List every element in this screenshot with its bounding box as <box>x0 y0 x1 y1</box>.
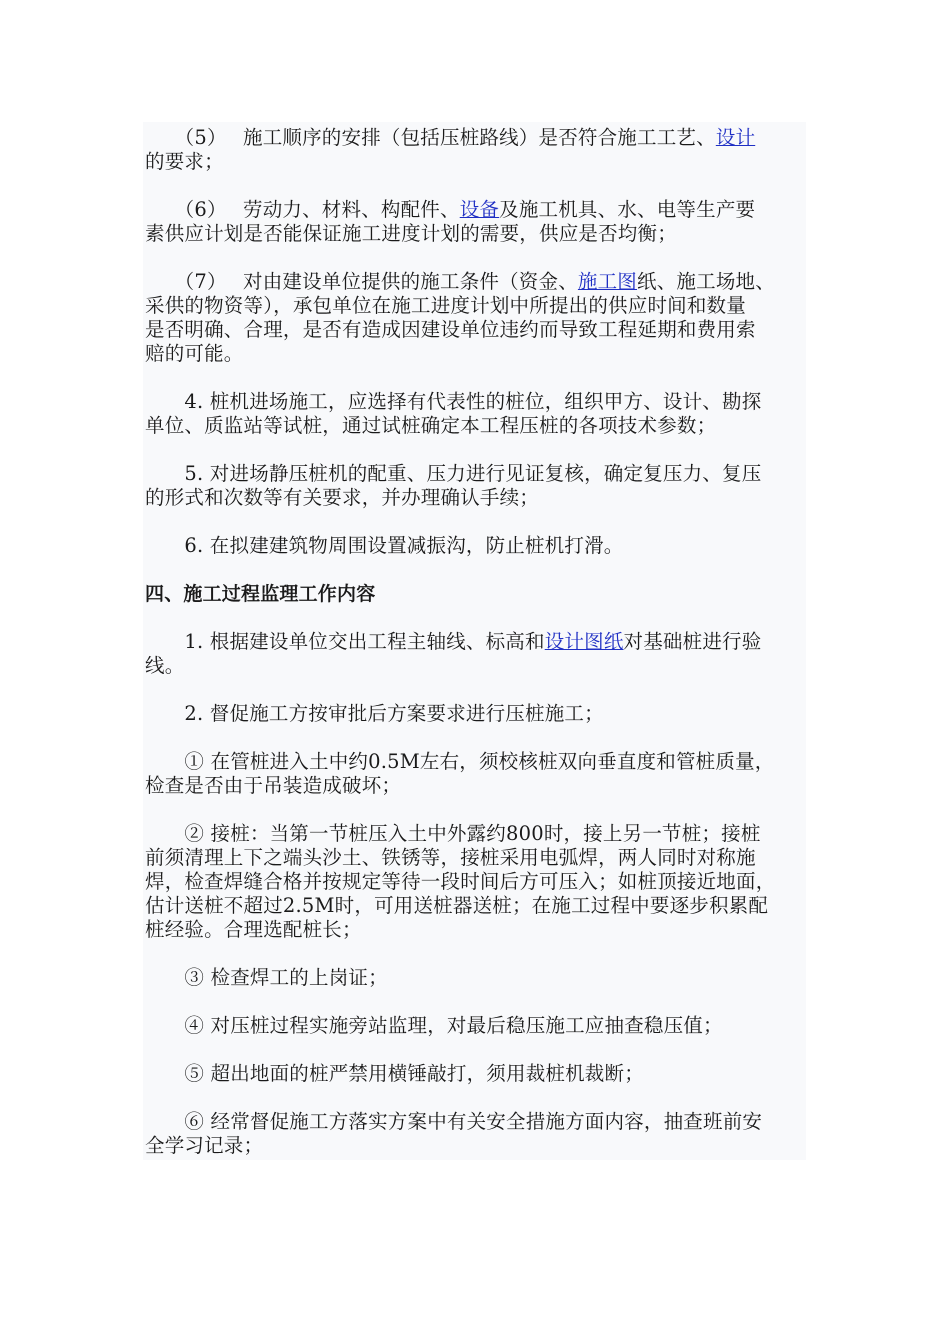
paragraph <box>145 462 805 510</box>
inline-link[interactable]: 设计 <box>715 126 756 149</box>
text-line <box>145 414 805 438</box>
text-segment: 5. 对进场静压桩机的配重、压力进行见证复核，确定复压力、复压 <box>145 462 762 485</box>
text-segment: 2. 督促施工方按审批后方案要求进行压桩施工； <box>145 702 604 725</box>
text-line <box>145 894 805 918</box>
text-segment: 采供的物资等），承包单位在施工进度计划中所提出的供应时间和数量 <box>145 294 746 317</box>
text-segment: 纸、施工场地、 <box>637 270 775 293</box>
text-segment: ① 在管桩进入土中约0.5M左右，须校核桩双向垂直度和管桩质量， <box>145 750 775 773</box>
paragraph <box>145 126 805 174</box>
text-segment: 四、施工过程监理工作内容 <box>145 583 376 605</box>
text-segment: 的形式和次数等有关要求，并办理确认手续； <box>145 486 540 509</box>
paragraph <box>145 1014 805 1038</box>
text-line <box>145 150 805 174</box>
text-line <box>145 654 805 678</box>
paragraph <box>145 702 805 726</box>
text-segment: 1. 根据建设单位交出工程主轴线、标高和 <box>145 630 545 653</box>
text-line <box>145 846 805 870</box>
text-line <box>145 342 805 366</box>
text-line <box>145 582 805 606</box>
text-segment: 赔的可能。 <box>145 342 244 365</box>
text-line <box>145 390 805 414</box>
paragraph <box>145 390 805 438</box>
text-line <box>145 486 805 510</box>
document-body <box>143 122 806 1160</box>
section-heading <box>145 582 805 606</box>
text-segment: ⑥ 经常督促施工方落实方案中有关安全措施方面内容，抽查班前安 <box>145 1110 763 1133</box>
text-line <box>145 870 805 894</box>
text-segment: 4. 桩机进场施工，应选择有代表性的桩位，组织甲方、设计、勘探 <box>145 390 762 413</box>
text-segment: 焊，检查焊缝合格并按规定等待一段时间后方可压入；如桩顶接近地面， <box>145 870 776 893</box>
paragraph <box>145 750 805 798</box>
paragraph <box>145 534 805 558</box>
text-line <box>145 702 805 726</box>
text-segment: 是否明确、合理，是否有造成因建设单位违约而导致工程延期和费用索 <box>145 318 756 341</box>
text-line <box>145 318 805 342</box>
text-line <box>145 630 805 654</box>
text-line <box>145 750 805 774</box>
text-line <box>145 462 805 486</box>
text-segment: 6. 在拟建建筑物周围设置减振沟，防止桩机打滑。 <box>145 534 624 557</box>
paragraph <box>145 822 805 942</box>
inline-link[interactable]: 施工图 <box>577 270 638 293</box>
paragraph <box>145 966 805 990</box>
text-segment: ⑤ 超出地面的桩严禁用横锤敲打，须用裁桩机裁断； <box>145 1062 644 1085</box>
text-segment: 及施工机具、水、电等生产要 <box>499 198 756 221</box>
text-line <box>145 1110 805 1134</box>
paragraph <box>145 198 805 246</box>
text-segment: ④ 对压桩过程实施旁站监理，对最后稳压施工应抽查稳压值； <box>145 1014 723 1037</box>
text-segment: 检查是否由于吊装造成破坏； <box>145 774 402 797</box>
text-line <box>145 270 805 294</box>
text-segment: （6） 劳动力、材料、构配件、 <box>145 198 460 221</box>
text-line <box>145 1062 805 1086</box>
text-line <box>145 1134 805 1158</box>
paragraph <box>145 1110 805 1158</box>
inline-link[interactable]: 设计图纸 <box>544 630 624 653</box>
text-segment: 估计送桩不超过2.5M时，可用送桩器送桩；在施工过程中要逐步积累配 <box>145 894 769 917</box>
text-line <box>145 918 805 942</box>
paragraph <box>145 270 805 366</box>
text-line <box>145 1014 805 1038</box>
text-line <box>145 126 805 150</box>
text-segment: 素供应计划是否能保证施工进度计划的需要，供应是否均衡； <box>145 222 677 245</box>
text-segment: 桩经验。合理选配桩长； <box>145 918 362 941</box>
text-line <box>145 294 805 318</box>
text-segment: 对基础桩进行验 <box>623 630 762 653</box>
text-line <box>145 822 805 846</box>
text-segment: 全学习记录； <box>145 1134 264 1157</box>
text-segment: 单位、质监站等试桩，通过试桩确定本工程压桩的各项技术参数； <box>145 414 717 437</box>
text-segment: ③ 检查焊工的上岗证； <box>145 966 388 989</box>
text-line <box>145 534 805 558</box>
text-segment: 线。 <box>145 654 185 677</box>
text-segment: ② 接桩：当第一节桩压入土中外露约800时，接上另一节桩；接桩 <box>145 822 761 845</box>
paragraph <box>145 1062 805 1086</box>
text-line <box>145 966 805 990</box>
paragraph <box>145 630 805 678</box>
text-segment: 前须清理上下之端头沙土、铁锈等，接桩采用电弧焊，两人同时对称施 <box>145 846 756 869</box>
text-line <box>145 222 805 246</box>
text-line <box>145 198 805 222</box>
text-segment: 的要求； <box>145 150 224 173</box>
text-segment: （7） 对由建设单位提供的施工条件（资金、 <box>145 270 578 293</box>
inline-link[interactable]: 设备 <box>459 198 500 221</box>
text-segment: （5） 施工顺序的安排（包括压桩路线）是否符合施工工艺、 <box>145 126 716 149</box>
text-line <box>145 774 805 798</box>
